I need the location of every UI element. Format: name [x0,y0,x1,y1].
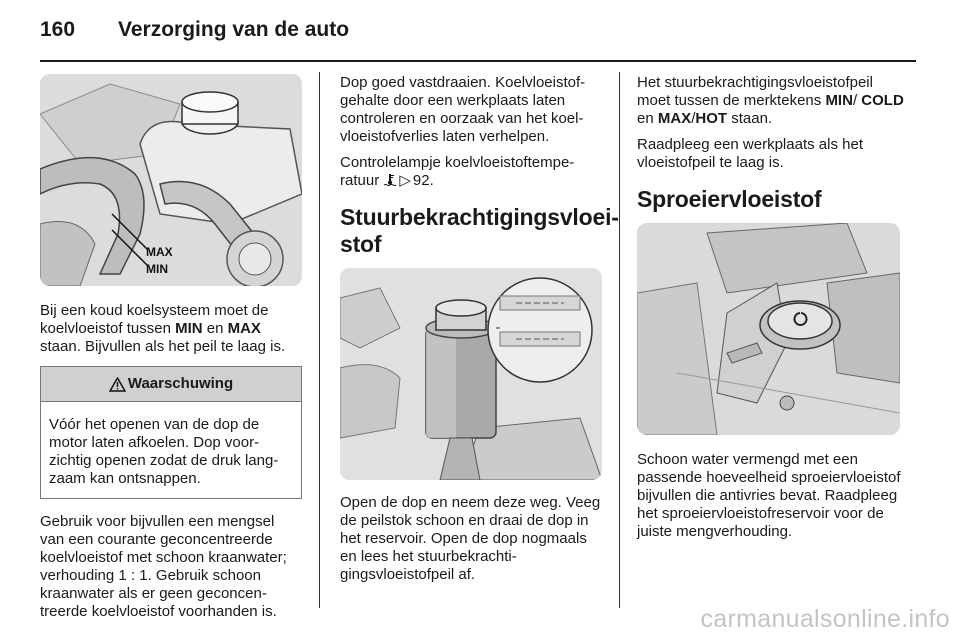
warning-triangle-icon [109,377,126,392]
workshop-advice-paragraph: Raadpleeg een werkplaats als het vloeistofpeil te laag is. [637,136,863,171]
washer-mixture-paragraph: Schoon water vermengd met een passende hoeveelheid sproeiervloeistof bijvullen die antivries bevat. Raadpleeg het sproeiervloeistofreservoir voor de juiste mengverhouding. [637,451,901,540]
coolant-level-paragraph: Bij een koud koelsysteem moet de koelvloeistof tussen MIN en MAX staan. Bijvullen als het peil te laag is. [40,302,286,355]
min-mark-label: MIN [146,262,168,276]
coolant-reservoir-figure [40,74,302,286]
column-2 [340,74,619,592]
warning-text: Vóór het openen van de dop de motor laten afkoelen. Dop voorzichtig openen zodat de druk langzaam kan ontsnappen. [49,416,279,487]
column-3 [637,74,907,549]
warning-title: Waarschuwing [127,375,234,392]
page-number: 160 [40,18,76,41]
power-steering-heading: Stuurbekrachtigingsvloeistof [340,204,619,257]
washer-fluid-figure [637,223,900,435]
warning-lamp-paragraph: Controlelampje koelvloeistoftemperatuur ▷ 92. [340,154,575,189]
washer-fluid-heading: Sproeiervloeistof [637,186,822,212]
page-title: Verzorging van de auto [118,18,350,41]
coolant-reservoir-illustration [40,74,302,286]
warning-box [40,366,302,499]
steering-level-paragraph: Het stuurbekrachtigingsvloeistofpeil moet tussen de merktekens MIN/ COLD en MAX/HOT staan. [637,74,904,127]
page-header [40,18,349,48]
watermark: carmanualsonline.info [700,605,950,633]
column-divider [619,72,620,608]
power-steering-figure [340,268,602,480]
header-rule [40,60,916,62]
cap-tighten-paragraph: Dop goed vastdraaien. Koelvloeistofgehalte door een werkplaats laten controleren en oorzaak van het koelvloeistofverlies laten verhelpen. [340,74,586,145]
column-1 [40,74,302,629]
page-reference-icon: ▷ [399,172,411,189]
dipstick-paragraph: Open de dop en neem deze weg. Veeg de peilstok schoon en draai de dop in het reservoir. Open de dop nogmaals en lees het stuurbekrachtigingsvloeistofpeil af. [340,494,601,583]
column-divider [319,72,320,608]
washer-reservoir-illustration [637,223,900,435]
coolant-mixture-paragraph: Gebruik voor bijvullen een mengsel van een courante geconcentreerde koelvloeistof met schoon kraanwater; verhouding 1 : 1. Gebruik schoon kraanwater als er geen geconcentreerde koelvloeistof voorhanden is. [40,513,287,620]
warning-header [41,367,301,402]
power-steering-reservoir-illustration [340,268,602,480]
coolant-temperature-icon [383,173,397,187]
max-mark-label: MAX [146,245,173,259]
